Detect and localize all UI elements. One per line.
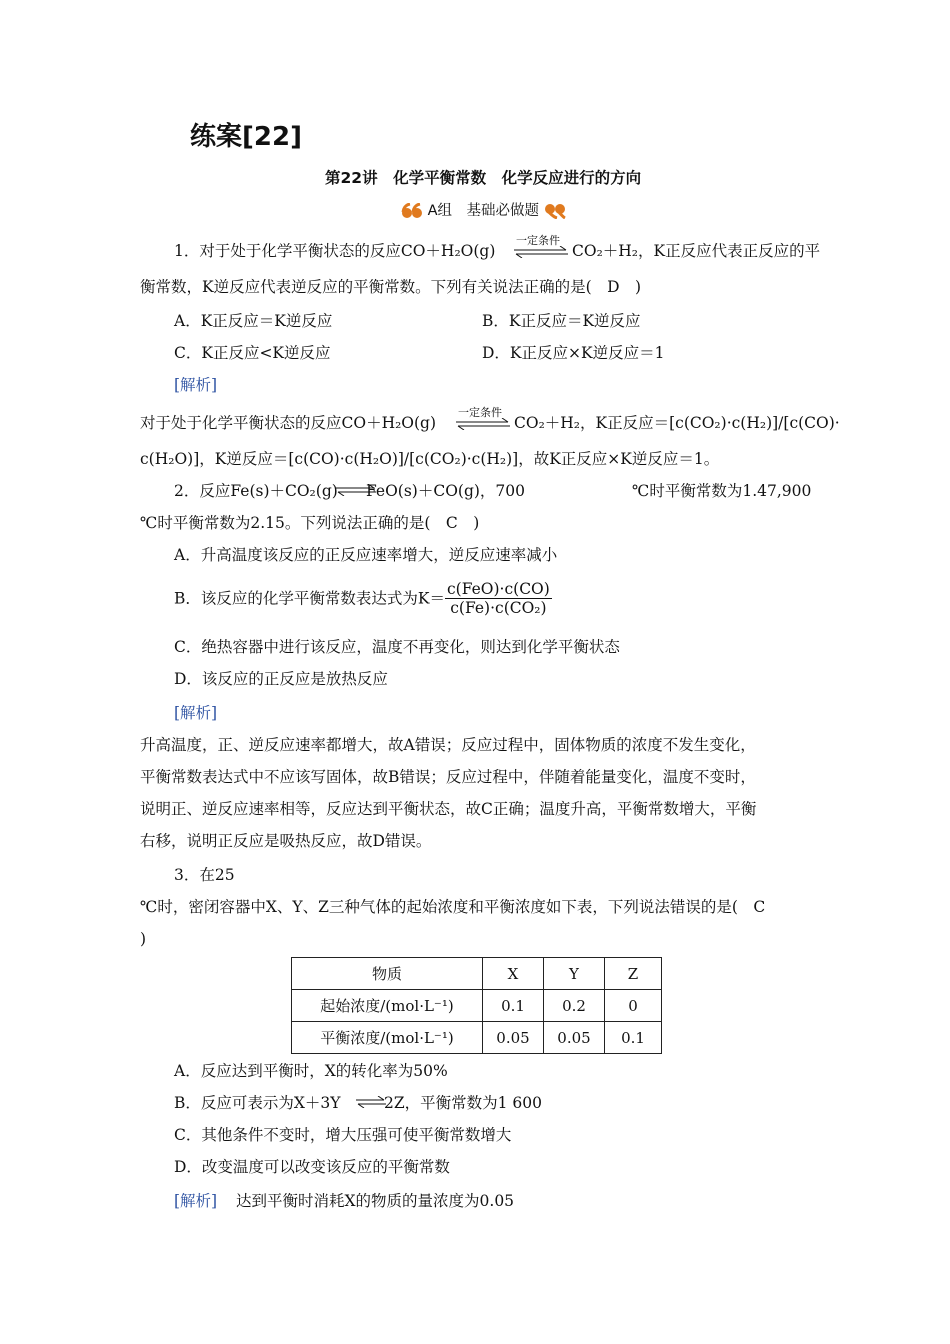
q2-stem-b: FeO(s)＋CO(g)，700 (366, 482, 526, 500)
q1-analysis-b: CO₂＋H₂，K正反应＝[c(CO₂)·c(H₂)]/[c(CO)· (514, 414, 840, 432)
q1-stem-a: 1．对于处于化学平衡状态的反应CO＋H₂O(g) (174, 242, 496, 260)
q1-analysis-a: 对于处于化学平衡状态的反应CO＋H₂O(g) (140, 414, 437, 432)
q3-option-b-a: B．反应可表示为X＋3Y (174, 1094, 341, 1112)
q1-stem-b: CO₂＋H₂，K正反应代表正反应的平 (572, 242, 821, 260)
q2-fraction (445, 580, 552, 617)
table-header: X (483, 958, 544, 990)
q1-analysis-label: [解析] (174, 376, 218, 394)
q3-analysis-text: 达到平衡时消耗X的物质的量浓度为0.05 (236, 1192, 515, 1210)
q3-stem-2: ℃时，密闭容器中X、Y、Z三种气体的起始浓度和平衡浓度如下表，下列说法错误的是( C (140, 898, 766, 916)
q3-option-a: A．反应达到平衡时，X的转化率为50% (174, 1062, 448, 1080)
equilibrium-arrow-icon (356, 1096, 386, 1108)
q2-option-a: A．升高温度该反应的正反应速率增大，逆反应速率减小 (174, 546, 558, 564)
q2-analysis-line: 升高温度，正、逆反应速率都增大，故A错误；反应过程中，固体物质的浓度不发生变化， (140, 736, 756, 754)
q1-option-b: B．K正反应＝K逆反应 (482, 312, 641, 330)
q3-option-c: C．其他条件不变时，增大压强可使平衡常数增大 (174, 1126, 512, 1144)
q3-stem-3: ) (140, 930, 147, 948)
page-title: 练案[22] (190, 122, 302, 152)
q1-option-a: A．K正反应＝K逆反应 (174, 312, 333, 330)
group-label: A组 基础必做题 (427, 203, 540, 219)
group-banner (401, 199, 566, 223)
q2-option-b-prefix: B．该反应的化学平衡常数表达式为K＝ (174, 589, 445, 608)
q2-option-d: D．该反应的正反应是放热反应 (174, 670, 388, 688)
q2-stem-2: ℃时平衡常数为2.15。下列说法正确的是( C ) (140, 514, 480, 532)
q3-option-b-b: 2Z，平衡常数为1 600 (384, 1094, 543, 1112)
q3-stem-1: 3．在25 (174, 866, 235, 884)
q1-condition: 一定条件 (516, 234, 560, 247)
table-cell: 0.05 (483, 1022, 544, 1054)
q2-stem-c: ℃时平衡常数为1.47,900 (632, 482, 812, 500)
q1-option-c: C．K正反应<K逆反应 (174, 344, 331, 362)
q2-analysis-label: [解析] (174, 704, 218, 722)
table-cell: 0.2 (544, 990, 605, 1022)
table-header: Y (544, 958, 605, 990)
q1-analysis-condition: 一定条件 (458, 406, 502, 419)
concentration-table (291, 957, 662, 1054)
q2-stem-a: 2．反应Fe(s)＋CO₂(g) (174, 482, 338, 500)
table-header: 物质 (292, 958, 483, 990)
close-quote-icon (544, 203, 566, 219)
q2-option-b (174, 580, 552, 617)
q1-stem-2: 衡常数，K逆反应代表逆反应的平衡常数。下列有关说法正确的是( D ) (140, 278, 642, 296)
lesson-subtitle: 第22讲 化学平衡常数 化学反应进行的方向 (325, 169, 642, 187)
q2-analysis-line: 右移，说明正反应是吸热反应，故D错误。 (140, 832, 432, 850)
table-cell: 平衡浓度/(mol·L⁻¹) (292, 1022, 483, 1054)
table-row (292, 990, 662, 1022)
table-cell: 0 (605, 990, 662, 1022)
table-cell: 0.1 (483, 990, 544, 1022)
open-quote-icon (401, 203, 423, 219)
table-row (292, 1022, 662, 1054)
q2-fraction-denominator: c(Fe)·c(CO₂) (450, 599, 547, 617)
table-cell: 起始浓度/(mol·L⁻¹) (292, 990, 483, 1022)
equilibrium-arrow-icon (456, 418, 510, 430)
table-header: Z (605, 958, 662, 990)
table-cell: 0.05 (544, 1022, 605, 1054)
q3-option-d: D．改变温度可以改变该反应的平衡常数 (174, 1158, 450, 1176)
equilibrium-arrow-icon (514, 246, 568, 258)
q2-analysis-line: 说明正、逆反应速率相等，反应达到平衡状态，故C正确；温度升高，平衡常数增大，平衡 (140, 800, 757, 818)
table-header-row (292, 958, 662, 990)
q2-fraction-numerator: c(FeO)·c(CO) (446, 580, 550, 598)
table-cell: 0.1 (605, 1022, 662, 1054)
q3-analysis-label: [解析] (174, 1192, 218, 1210)
q2-analysis-line: 平衡常数表达式中不应该写固体，故B错误；反应过程中，伴随着能量变化，温度不变时， (140, 768, 756, 786)
q1-analysis-2: c(H₂O)]，K逆反应＝[c(CO)·c(H₂O)]/[c(CO₂)·c(H₂)]，故K正反应×K逆反应＝1。 (140, 450, 720, 468)
q2-option-c: C．绝热容器中进行该反应，温度不再变化，则达到化学平衡状态 (174, 638, 620, 656)
q1-option-d: D．K正反应×K逆反应＝1 (482, 344, 665, 362)
